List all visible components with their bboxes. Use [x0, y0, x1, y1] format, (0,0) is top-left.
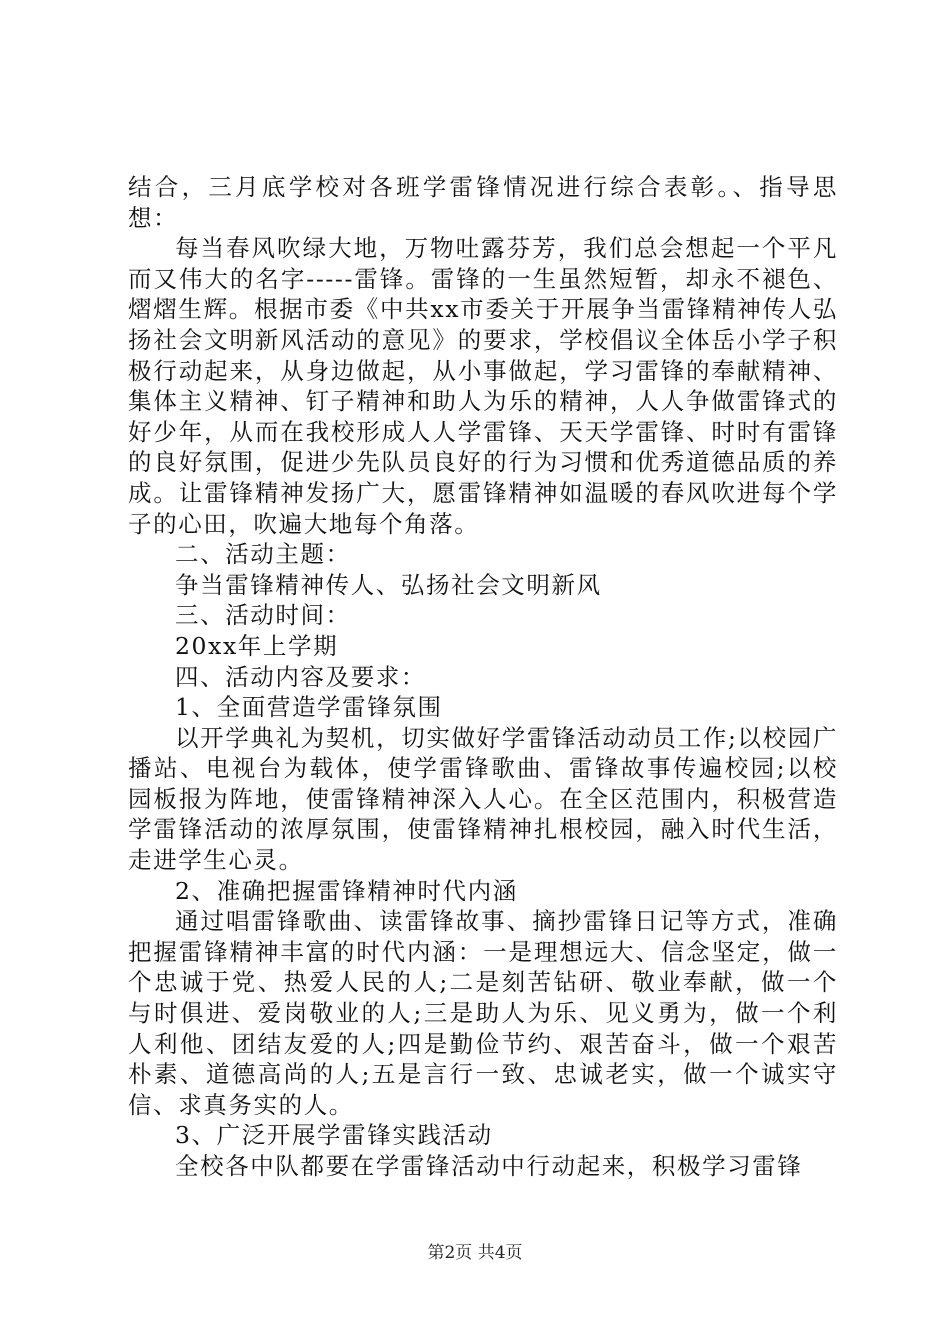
paragraph-spirit-meaning: 通过唱雷锋歌曲、读雷锋故事、摘抄雷锋日记等方式，准确把握雷锋精神丰富的时代内涵：一是理想远大、信念坚定，做一个忠诚于党、热爱人民的人;二是刻苦钻研、敬业奉献，做一个与时俱进、爱岗敬业的人;三是助人为乐、见义勇为，做一个利人利他、团结友爱的人;四是勤俭节约、艰苦奋斗，做一个艰苦朴素、道德高尚的人;五是言行一致、忠诚老实，做一个诚实守信、求真务实的人。 [128, 907, 838, 1119]
paragraph-intro-continuation: 结合，三月底学校对各班学雷锋情况进行综合表彰。、指导思想： [128, 173, 838, 232]
paragraph-activity-theme: 争当雷锋精神传人、弘扬社会文明新风 [175, 570, 602, 599]
paragraph-practice-activities: 全校各中队都要在学雷锋活动中行动起来，积极学习雷锋 [175, 1152, 803, 1180]
paragraph-guiding-ideology: 每当春风吹绿大地，万物吐露芬芳，我们总会想起一个平凡而又伟大的名字-----雷锋。雷锋的一生虽然短暂，却永不褪色、熠熠生辉。根据市委《中共xx市委关于开展争当雷锋精神传人弘扬社会文明新风活动的意见》的要求，学校倡议全体岳小学子积极行动起来，从身边做起，从小事做起，学习雷锋的奉献精神、集体主义精神、钉子精神和助人为乐的精神，人人争做雷锋式的好少年，从而在我校形成人人学雷锋、天天学雷锋、时时有雷锋的良好氛围，促进少先队员良好的行为习惯和优秀道德品质的养成。让雷锋精神发扬广大，愿雷锋精神如温暖的春风吹进每个学子的心田，吹遍大地每个角落。 [128, 234, 838, 538]
heading-activity-content: 四、活动内容及要求： [175, 662, 426, 691]
paragraph-atmosphere: 以开学典礼为契机，切实做好学雷锋活动动员工作;以校园广播站、电视台为载体，使学雷锋歌曲、雷锋故事传遍校园;以校园板报为阵地，使雷锋精神深入人心。在全区范围内，积极营造学雷锋活动的浓厚氛围，使雷锋精神扎根校园，融入时代生活，走进学生心灵。 [128, 723, 838, 875]
heading-activity-theme: 二、活动主题： [175, 540, 351, 569]
document-body [128, 172, 838, 1182]
subheading-practice-activities: 3、广泛开展学雷锋实践活动 [175, 1121, 493, 1150]
paragraph-activity-time: 20xx年上学期 [175, 631, 339, 660]
subheading-spirit-meaning: 2、准确把握雷锋精神时代内涵 [175, 876, 518, 905]
page-number-footer: 第2页 共4页 [427, 1243, 523, 1263]
subheading-atmosphere: 1、全面营造学雷锋氛围 [175, 693, 443, 722]
heading-activity-time: 三、活动时间： [175, 601, 351, 630]
